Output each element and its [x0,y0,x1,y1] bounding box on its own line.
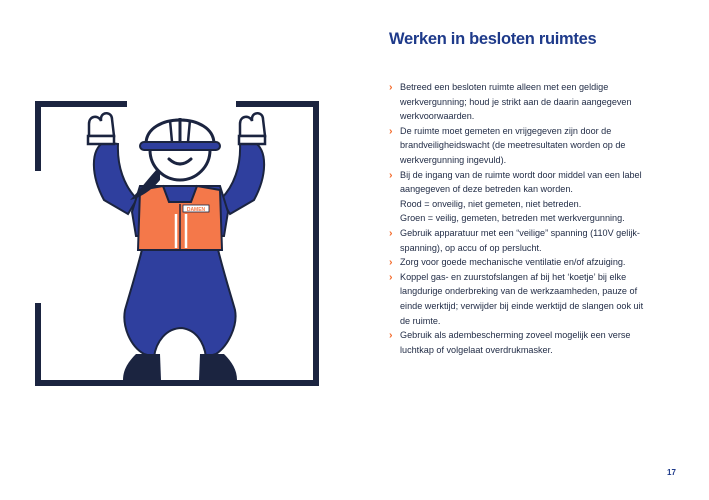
worker-boots [123,354,237,380]
list-item-text: Betreed een besloten ruimte alleen met een geldige [400,82,609,92]
list-item [389,124,689,168]
chevron-right-icon: › [389,226,393,239]
list-item-text: Bij de ingang van de ruimte wordt door middel van een label [400,169,642,180]
list-item-text: Gebruik apparatuur met een “veilige” spanning (110V gelijk- [400,227,640,238]
list-item-text: aangegeven of deze betreden kan worden. [400,184,573,195]
list-item [389,270,689,328]
hard-hat-icon [140,118,220,150]
list-item-text: De ruimte moet gemeten en vrijgegeven zijn door de [400,125,612,136]
chevron-right-icon: › [389,256,393,269]
chevron-right-icon: › [389,81,393,93]
company-badge-text: DAMEN [186,207,206,213]
list-item-text: werkvoorwaarden. [400,111,475,122]
list-item-text: luchtkap of volgelaat overdrukmasker. [400,344,553,355]
chevron-right-icon: › [389,124,393,137]
chevron-right-icon: › [389,168,393,181]
list-item [389,168,689,226]
list-item-text: de ruimte. [400,315,441,326]
list-item-text: Koppel gas- en zuurstofslangen af bij het ‘koetje’ bij elke [400,271,627,282]
page-title: Werken in besloten ruimtes [389,30,597,48]
chevron-right-icon: › [389,270,393,283]
list-item-text: langdurige onderbreking van de werkzaamheden, pauze of [400,286,638,297]
list-item-text: Groen = veilig, gemeten, betreden met werkvergunning. [400,213,625,224]
list-item [389,328,689,357]
list-item [389,226,689,255]
safety-rules-list [389,80,689,357]
chevron-right-icon: › [389,329,393,342]
list-item-text: Gebruik als adembescherming zoveel mogelijk een verse [400,330,631,341]
list-item [389,255,689,270]
list-item-text: einde werktijd; verwijder bij einde werktijd de slangen ook uit [400,300,644,311]
list-item-text: Rood = onveilig, niet gemeten, niet betreden. [400,198,582,209]
list-item-text: brandveiligheidswacht (de meetresultaten worden op de [400,140,626,151]
list-item-text: spanning), op accu of op perslucht. [400,242,542,253]
list-item-text: werkvergunning ingevuld). [400,154,507,165]
list-item-text: Zorg voor goede mechanische ventilatie en/of afzuiging. [400,257,626,268]
list-item [389,80,689,124]
list-item-text: werkvergunning; houd je strikt aan de daarin aangegeven [400,96,632,107]
page-number: 17 [667,468,676,477]
